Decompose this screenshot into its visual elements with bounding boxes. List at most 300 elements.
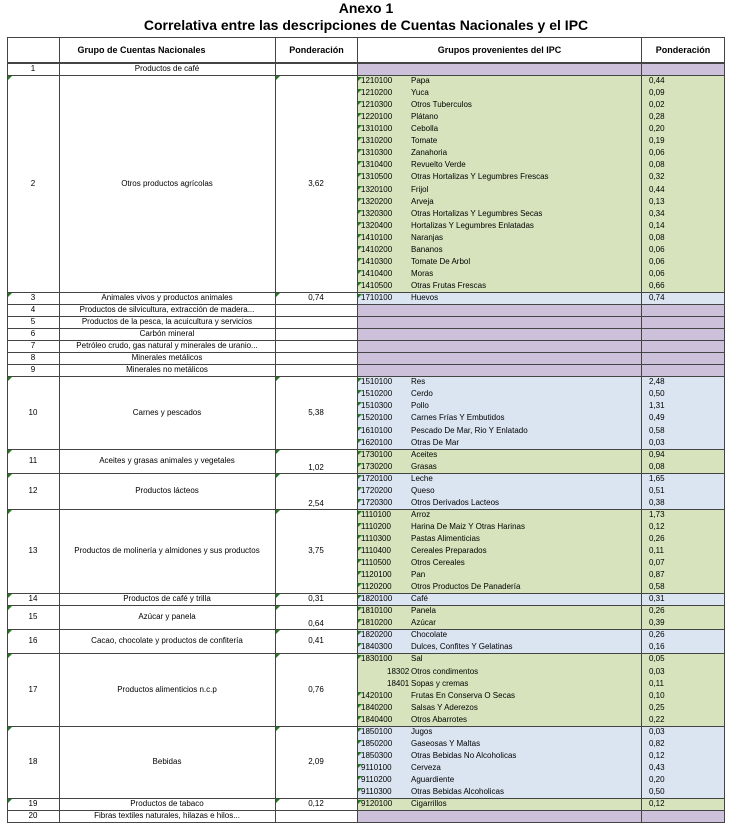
ipc-code: 1840300 xyxy=(361,642,393,651)
ipc-weight: 0,20 xyxy=(649,775,665,784)
ipc-description: Otras Frutas Frescas xyxy=(411,281,487,290)
ipc-code: 1320100 xyxy=(361,185,393,194)
ipc-description: Hortalizas Y Legumbres Enlatadas xyxy=(411,221,534,230)
page-subtitle: Correlativa entre las descripciones de Cuentas Nacionales y el IPC xyxy=(143,17,589,33)
group-name: Azúcar y panela xyxy=(138,612,196,621)
group-weight: 1,02 xyxy=(308,463,324,472)
ipc-description: Cereales Preparados xyxy=(411,546,487,555)
group-name: Productos alimenticios n.c.p xyxy=(117,684,217,694)
ipc-description: Arveja xyxy=(411,197,434,206)
cell-marker-icon xyxy=(358,414,362,418)
ipc-weight: 0,38 xyxy=(649,498,665,507)
ipc-code: 1710100 xyxy=(361,293,393,302)
group-number: 1 xyxy=(30,64,36,73)
cell-marker-icon xyxy=(358,198,362,202)
ipc-code: 1210100 xyxy=(361,76,393,85)
group-number: 3 xyxy=(30,293,36,302)
cell-marker-icon xyxy=(8,76,12,80)
ipc-code: 9110300 xyxy=(361,787,392,796)
ipc-description: Cerveza xyxy=(411,763,441,772)
cell-marker-icon xyxy=(358,125,362,129)
group-number: 4 xyxy=(30,305,36,314)
cell-marker-icon xyxy=(358,161,362,165)
ipc-code: 1120100 xyxy=(361,570,392,579)
cell-marker-icon xyxy=(358,113,362,117)
group-number: 10 xyxy=(28,407,38,417)
group-weight: 2,09 xyxy=(308,757,324,766)
group-number: 17 xyxy=(28,684,38,694)
cell-marker-icon xyxy=(358,487,362,491)
ipc-weight: 0,32 xyxy=(649,172,665,181)
ipc-row xyxy=(357,257,725,269)
ipc-code: 1720100 xyxy=(361,474,393,483)
ipc-code: 1210200 xyxy=(361,88,393,97)
cell-marker-icon xyxy=(358,234,362,238)
ipc-code: 1830100 xyxy=(361,654,393,663)
cell-marker-icon xyxy=(358,149,362,153)
ipc-description: Gaseosas Y Maltas xyxy=(411,739,481,748)
cell-marker-icon xyxy=(358,463,362,467)
cell-marker-icon xyxy=(358,571,362,575)
cell-marker-icon xyxy=(276,450,280,454)
ipc-row xyxy=(357,136,725,148)
ipc-code: 1310400 xyxy=(361,160,393,169)
ipc-row xyxy=(357,630,725,642)
ipc-weight: 0,10 xyxy=(649,691,665,700)
ipc-weight: 0,20 xyxy=(649,124,665,133)
ipc-description: Frutas En Conserva O Secas xyxy=(411,691,516,700)
cell-marker-icon xyxy=(358,535,362,539)
ipc-weight: 0,12 xyxy=(649,522,665,531)
group-name: Carnes y pescados xyxy=(132,407,202,417)
cell-marker-icon xyxy=(276,799,280,803)
group-number: 19 xyxy=(28,799,38,808)
ipc-row xyxy=(357,486,725,498)
ipc-code: 1410300 xyxy=(361,257,393,266)
cell-marker-icon xyxy=(8,377,12,381)
group-number: 6 xyxy=(30,329,36,338)
ipc-description: Aguardiente xyxy=(411,775,455,784)
group-weight: 0,12 xyxy=(308,799,324,808)
cell-marker-icon xyxy=(358,764,362,768)
column-border xyxy=(357,37,358,823)
group-number: 11 xyxy=(28,456,38,465)
ipc-code: 1730100 xyxy=(361,450,393,459)
ipc-weight: 0,05 xyxy=(649,654,665,663)
group-weight xyxy=(275,352,357,364)
ipc-description: Arroz xyxy=(411,510,431,519)
ipc-weight: 1,31 xyxy=(649,401,665,410)
ipc-row xyxy=(357,389,725,401)
cell-marker-icon xyxy=(358,475,362,479)
group-name: Productos de la pesca, la acuicultura y servicios xyxy=(81,317,253,326)
group-number: 9 xyxy=(30,365,36,374)
ipc-description: Otros condimentos xyxy=(411,667,479,676)
ipc-row xyxy=(357,534,725,546)
ipc-code: 1850200 xyxy=(361,739,393,748)
group-number: 20 xyxy=(28,811,38,820)
ipc-weight: 0,03 xyxy=(649,667,665,676)
ipc-weight: 0,06 xyxy=(649,148,665,157)
ipc-weight: 0,12 xyxy=(649,799,665,808)
ipc-weight: 0,03 xyxy=(649,727,665,736)
ipc-code: 9110100 xyxy=(361,763,392,772)
cell-marker-icon xyxy=(358,583,362,587)
ipc-weight: 0,44 xyxy=(649,185,665,194)
ipc-weight: 0,74 xyxy=(649,293,665,302)
cell-marker-icon xyxy=(8,293,12,297)
cell-marker-icon xyxy=(358,390,362,394)
cell-marker-icon xyxy=(358,655,362,659)
cell-marker-icon xyxy=(358,173,362,177)
ipc-row xyxy=(357,197,725,209)
cell-marker-icon xyxy=(8,630,12,634)
ipc-row xyxy=(357,148,725,160)
ipc-weight: 0,66 xyxy=(649,281,665,290)
ipc-code: 1310100 xyxy=(361,124,393,133)
cell-marker-icon xyxy=(358,728,362,732)
ipc-description: Zanahoria xyxy=(411,148,448,157)
group-weight: 0,64 xyxy=(308,619,324,628)
ipc-weight: 0,43 xyxy=(649,763,665,772)
cell-marker-icon xyxy=(358,77,362,81)
cell-marker-icon xyxy=(358,246,362,250)
ipc-code: 1320300 xyxy=(361,209,393,218)
cell-marker-icon xyxy=(358,294,362,298)
ipc-row xyxy=(357,185,725,197)
cell-marker-icon xyxy=(358,427,362,431)
ipc-description: Sopas y cremas xyxy=(411,679,469,688)
cell-marker-icon xyxy=(358,740,362,744)
cell-marker-icon xyxy=(358,222,362,226)
cell-marker-icon xyxy=(358,607,362,611)
ipc-description: Res xyxy=(411,377,426,386)
ipc-weight: 0,11 xyxy=(649,546,664,555)
ipc-description: Leche xyxy=(411,474,433,483)
group-weight: 0,76 xyxy=(308,684,324,694)
group-name: Productos de café y trilla xyxy=(123,594,211,603)
ipc-row xyxy=(357,112,725,124)
column-border xyxy=(59,37,60,823)
cell-marker-icon xyxy=(358,559,362,563)
group-name: Minerales no metálicos xyxy=(126,365,208,374)
ipc-code: 1110300 xyxy=(361,534,391,543)
cell-marker-icon xyxy=(358,752,362,756)
ipc-row xyxy=(357,377,725,389)
group-number: 13 xyxy=(28,546,38,555)
ipc-description: Aceites xyxy=(411,450,438,459)
ipc-weight: 0,16 xyxy=(649,642,665,651)
group-name: Otros productos agrícolas xyxy=(121,178,213,188)
ipc-code: 1850100 xyxy=(361,727,393,736)
ipc-code: 1610100 xyxy=(361,426,393,435)
ipc-weight: 0,12 xyxy=(649,751,665,760)
ipc-description: Naranjas xyxy=(411,233,444,242)
group-name: Fibras textiles naturales, hilazas e hilos... xyxy=(94,811,240,820)
header-ponderacion: Ponderación xyxy=(275,37,358,63)
cell-marker-icon xyxy=(358,511,362,515)
ipc-code: 18401 xyxy=(387,679,410,688)
ipc-row xyxy=(357,426,725,438)
column-border xyxy=(275,37,276,823)
ipc-description: Tomate De Arbol xyxy=(411,257,471,266)
ipc-description: Tomate xyxy=(411,136,438,145)
cell-marker-icon xyxy=(358,439,362,443)
ipc-row xyxy=(357,233,725,245)
ipc-code: 1820200 xyxy=(361,630,393,639)
cell-marker-icon xyxy=(8,474,12,478)
ipc-row xyxy=(357,763,725,775)
ipc-row xyxy=(357,654,725,666)
ipc-row xyxy=(357,401,725,413)
ipc-description: Salsas Y Aderezos xyxy=(411,703,478,712)
cell-marker-icon xyxy=(8,799,12,803)
ipc-row xyxy=(357,269,725,281)
ipc-weight: 0,06 xyxy=(649,257,665,266)
ipc-row xyxy=(357,221,725,233)
ipc-description: Otras Bebidas No Alcoholicas xyxy=(411,751,517,760)
column-border xyxy=(7,37,8,823)
ipc-description: Pan xyxy=(411,570,426,579)
ipc-weight: 0,08 xyxy=(649,160,665,169)
ipc-weight: 0,02 xyxy=(649,100,665,109)
cell-marker-icon xyxy=(8,510,12,514)
ipc-description: Cerdo xyxy=(411,389,433,398)
cell-marker-icon xyxy=(358,451,362,455)
ipc-code: 1520100 xyxy=(361,413,393,422)
ipc-code: 1220100 xyxy=(361,112,393,121)
ipc-weight: 0,19 xyxy=(649,136,665,145)
ipc-row xyxy=(357,679,725,691)
ipc-code: 1510200 xyxy=(361,389,393,398)
cell-marker-icon xyxy=(276,377,280,381)
ipc-description: Harina De Maiz Y Otras Harinas xyxy=(411,522,525,531)
ipc-description: Jugos xyxy=(411,727,433,736)
cell-marker-icon xyxy=(358,282,362,286)
ipc-weight: 0,26 xyxy=(649,606,665,615)
cell-marker-icon xyxy=(358,402,362,406)
column-border xyxy=(724,37,725,823)
group-number: 16 xyxy=(28,636,38,645)
ipc-row xyxy=(357,727,725,739)
table-bottom-border xyxy=(7,822,725,823)
ipc-row xyxy=(357,245,725,257)
ipc-row xyxy=(357,751,725,763)
ipc-description: Sal xyxy=(411,654,423,663)
ipc-code: 1820100 xyxy=(361,594,393,603)
ipc-row xyxy=(357,667,725,679)
cell-marker-icon xyxy=(358,210,362,214)
ipc-weight: 0,07 xyxy=(649,558,665,567)
ipc-row xyxy=(357,160,725,172)
ipc-description: Cigarrillos xyxy=(411,799,447,808)
group-name: Productos de tabaco xyxy=(130,799,204,808)
ipc-description: Papa xyxy=(411,76,430,85)
group-weight xyxy=(275,340,357,352)
cell-marker-icon xyxy=(276,594,280,598)
ipc-row xyxy=(357,739,725,751)
group-name: Minerales metálicos xyxy=(131,353,203,362)
ipc-row xyxy=(357,691,725,703)
cell-marker-icon xyxy=(276,606,280,610)
ipc-weight: 1,65 xyxy=(649,474,665,483)
ipc-row xyxy=(357,775,725,787)
ipc-row xyxy=(357,474,725,486)
cell-marker-icon xyxy=(276,727,280,731)
group-name: Productos de silvicultura, extracción de madera... xyxy=(79,305,255,314)
ipc-weight: 0,13 xyxy=(649,197,665,206)
ipc-description: Queso xyxy=(411,486,435,495)
ipc-description: Chocolate xyxy=(411,630,448,639)
column-border xyxy=(641,37,642,823)
ipc-description: Huevos xyxy=(411,293,439,302)
ipc-row xyxy=(357,450,725,462)
ipc-code: 1210300 xyxy=(361,100,393,109)
cell-marker-icon xyxy=(8,606,12,610)
cell-marker-icon xyxy=(276,76,280,80)
group-weight: 0,74 xyxy=(308,293,324,302)
ipc-code: 1510100 xyxy=(361,377,393,386)
cell-marker-icon xyxy=(358,378,362,382)
ipc-weight: 1,73 xyxy=(649,510,665,519)
cell-marker-icon xyxy=(358,692,362,696)
cell-marker-icon xyxy=(8,727,12,731)
ipc-weight: 0,58 xyxy=(649,426,665,435)
ipc-weight: 0,11 xyxy=(649,679,664,688)
ipc-description: Grasas xyxy=(411,462,437,471)
ipc-code: 1840200 xyxy=(361,703,393,712)
ipc-code: 1810100 xyxy=(361,606,393,615)
group-number: 2 xyxy=(30,178,36,188)
cell-marker-icon xyxy=(276,293,280,297)
ipc-weight: 0,94 xyxy=(649,450,665,459)
cell-marker-icon xyxy=(358,101,362,105)
ipc-code: 1110500 xyxy=(361,558,391,567)
cell-marker-icon xyxy=(8,654,12,658)
ipc-code: 1850300 xyxy=(361,751,393,760)
group-name: Productos de café xyxy=(134,64,200,73)
ipc-weight: 0,09 xyxy=(649,88,665,97)
group-number: 18 xyxy=(28,757,38,766)
cell-marker-icon xyxy=(358,595,362,599)
cell-marker-icon xyxy=(276,510,280,514)
header-grupo: Grupo de Cuentas Nacionales xyxy=(7,37,276,63)
ipc-weight: 0,50 xyxy=(649,389,665,398)
group-weight xyxy=(275,364,357,376)
cell-marker-icon xyxy=(276,474,280,478)
ipc-description: Otras Bebidas Alcoholicas xyxy=(411,787,504,796)
cell-marker-icon xyxy=(358,716,362,720)
cell-marker-icon xyxy=(358,788,362,792)
ipc-description: Moras xyxy=(411,269,434,278)
ipc-row xyxy=(357,413,725,425)
group-name: Aceites y grasas animales y vegetales xyxy=(99,456,235,465)
ipc-code: 1410400 xyxy=(361,269,393,278)
cell-marker-icon xyxy=(358,186,362,190)
group-weight xyxy=(275,316,357,328)
ipc-code: 1320200 xyxy=(361,197,393,206)
ipc-description: Azúcar xyxy=(411,618,436,627)
ipc-weight: 0,44 xyxy=(649,76,665,85)
ipc-weight: 0,22 xyxy=(649,715,665,724)
ipc-code: 1410500 xyxy=(361,281,393,290)
ipc-code: 1310200 xyxy=(361,136,393,145)
ipc-weight: 0,87 xyxy=(649,570,665,579)
group-name: Animales vivos y productos animales xyxy=(101,293,233,302)
ipc-code: 18302 xyxy=(387,667,410,676)
ipc-code: 1120200 xyxy=(361,582,392,591)
ipc-weight: 0,39 xyxy=(649,618,665,627)
group-number: 12 xyxy=(28,486,38,495)
header-grupos-ipc: Grupos provenientes del IPC xyxy=(357,37,642,63)
group-number: 8 xyxy=(30,353,36,362)
group-number: 14 xyxy=(28,594,38,603)
ipc-description: Pollo xyxy=(411,401,429,410)
ipc-code: 1110100 xyxy=(361,510,391,519)
ipc-description: Cebolla xyxy=(411,124,439,133)
group-weight: 0,31 xyxy=(308,594,324,603)
group-weight xyxy=(275,810,357,822)
header-ponderacion-ipc: Ponderación xyxy=(641,37,725,63)
ipc-description: Revuelto Verde xyxy=(411,160,466,169)
cell-marker-icon xyxy=(358,547,362,551)
ipc-description: Frijol xyxy=(411,185,429,194)
ipc-weight: 0,82 xyxy=(649,739,665,748)
ipc-weight: 0,06 xyxy=(649,269,665,278)
ipc-description: Otros Tuberculos xyxy=(411,100,472,109)
ipc-code: 9110200 xyxy=(361,775,392,784)
ipc-weight: 0,28 xyxy=(649,112,665,121)
cell-marker-icon xyxy=(358,270,362,274)
ipc-description: Otros Abarrotes xyxy=(411,715,468,724)
cell-marker-icon xyxy=(358,619,362,623)
ipc-code: 1110400 xyxy=(361,546,391,555)
ipc-description: Pescado De Mar, Rio Y Enlatado xyxy=(411,426,528,435)
ipc-code: 1730200 xyxy=(361,462,393,471)
ipc-description: Dulces, Confites Y Gelatinas xyxy=(411,642,513,651)
ipc-weight: 0,31 xyxy=(649,594,665,603)
ipc-code: 1410100 xyxy=(361,233,393,242)
cell-marker-icon xyxy=(358,800,362,804)
group-weight xyxy=(275,63,357,75)
ipc-weight: 0,50 xyxy=(649,787,665,796)
ipc-description: Plátano xyxy=(411,112,439,121)
cell-marker-icon xyxy=(358,776,362,780)
ipc-row xyxy=(357,172,725,184)
cell-marker-icon xyxy=(8,594,12,598)
ipc-description: Otras De Mar xyxy=(411,438,460,447)
ipc-code: 9120100 xyxy=(361,799,393,808)
ipc-weight: 0,58 xyxy=(649,582,665,591)
ipc-weight: 0,26 xyxy=(649,534,665,543)
group-name: Carbón mineral xyxy=(139,329,195,338)
ipc-weight: 0,14 xyxy=(649,221,665,230)
ipc-code: 1320400 xyxy=(361,221,393,230)
ipc-weight: 0,03 xyxy=(649,438,665,447)
ipc-code: 1310300 xyxy=(361,148,393,157)
group-weight: 5,38 xyxy=(308,407,324,417)
ipc-row xyxy=(357,88,725,100)
group-weight xyxy=(275,328,357,340)
ipc-description: Bananos xyxy=(411,245,443,254)
ipc-code: 1720300 xyxy=(361,498,393,507)
cell-marker-icon xyxy=(358,137,362,141)
ipc-description: Otras Hortalizas Y Legumbres Secas xyxy=(411,209,543,218)
group-name: Productos lácteos xyxy=(135,486,199,495)
group-number: 5 xyxy=(30,317,36,326)
group-weight: 0,41 xyxy=(308,636,324,645)
ipc-description: Otras Hortalizas Y Legumbres Frescas xyxy=(411,172,549,181)
